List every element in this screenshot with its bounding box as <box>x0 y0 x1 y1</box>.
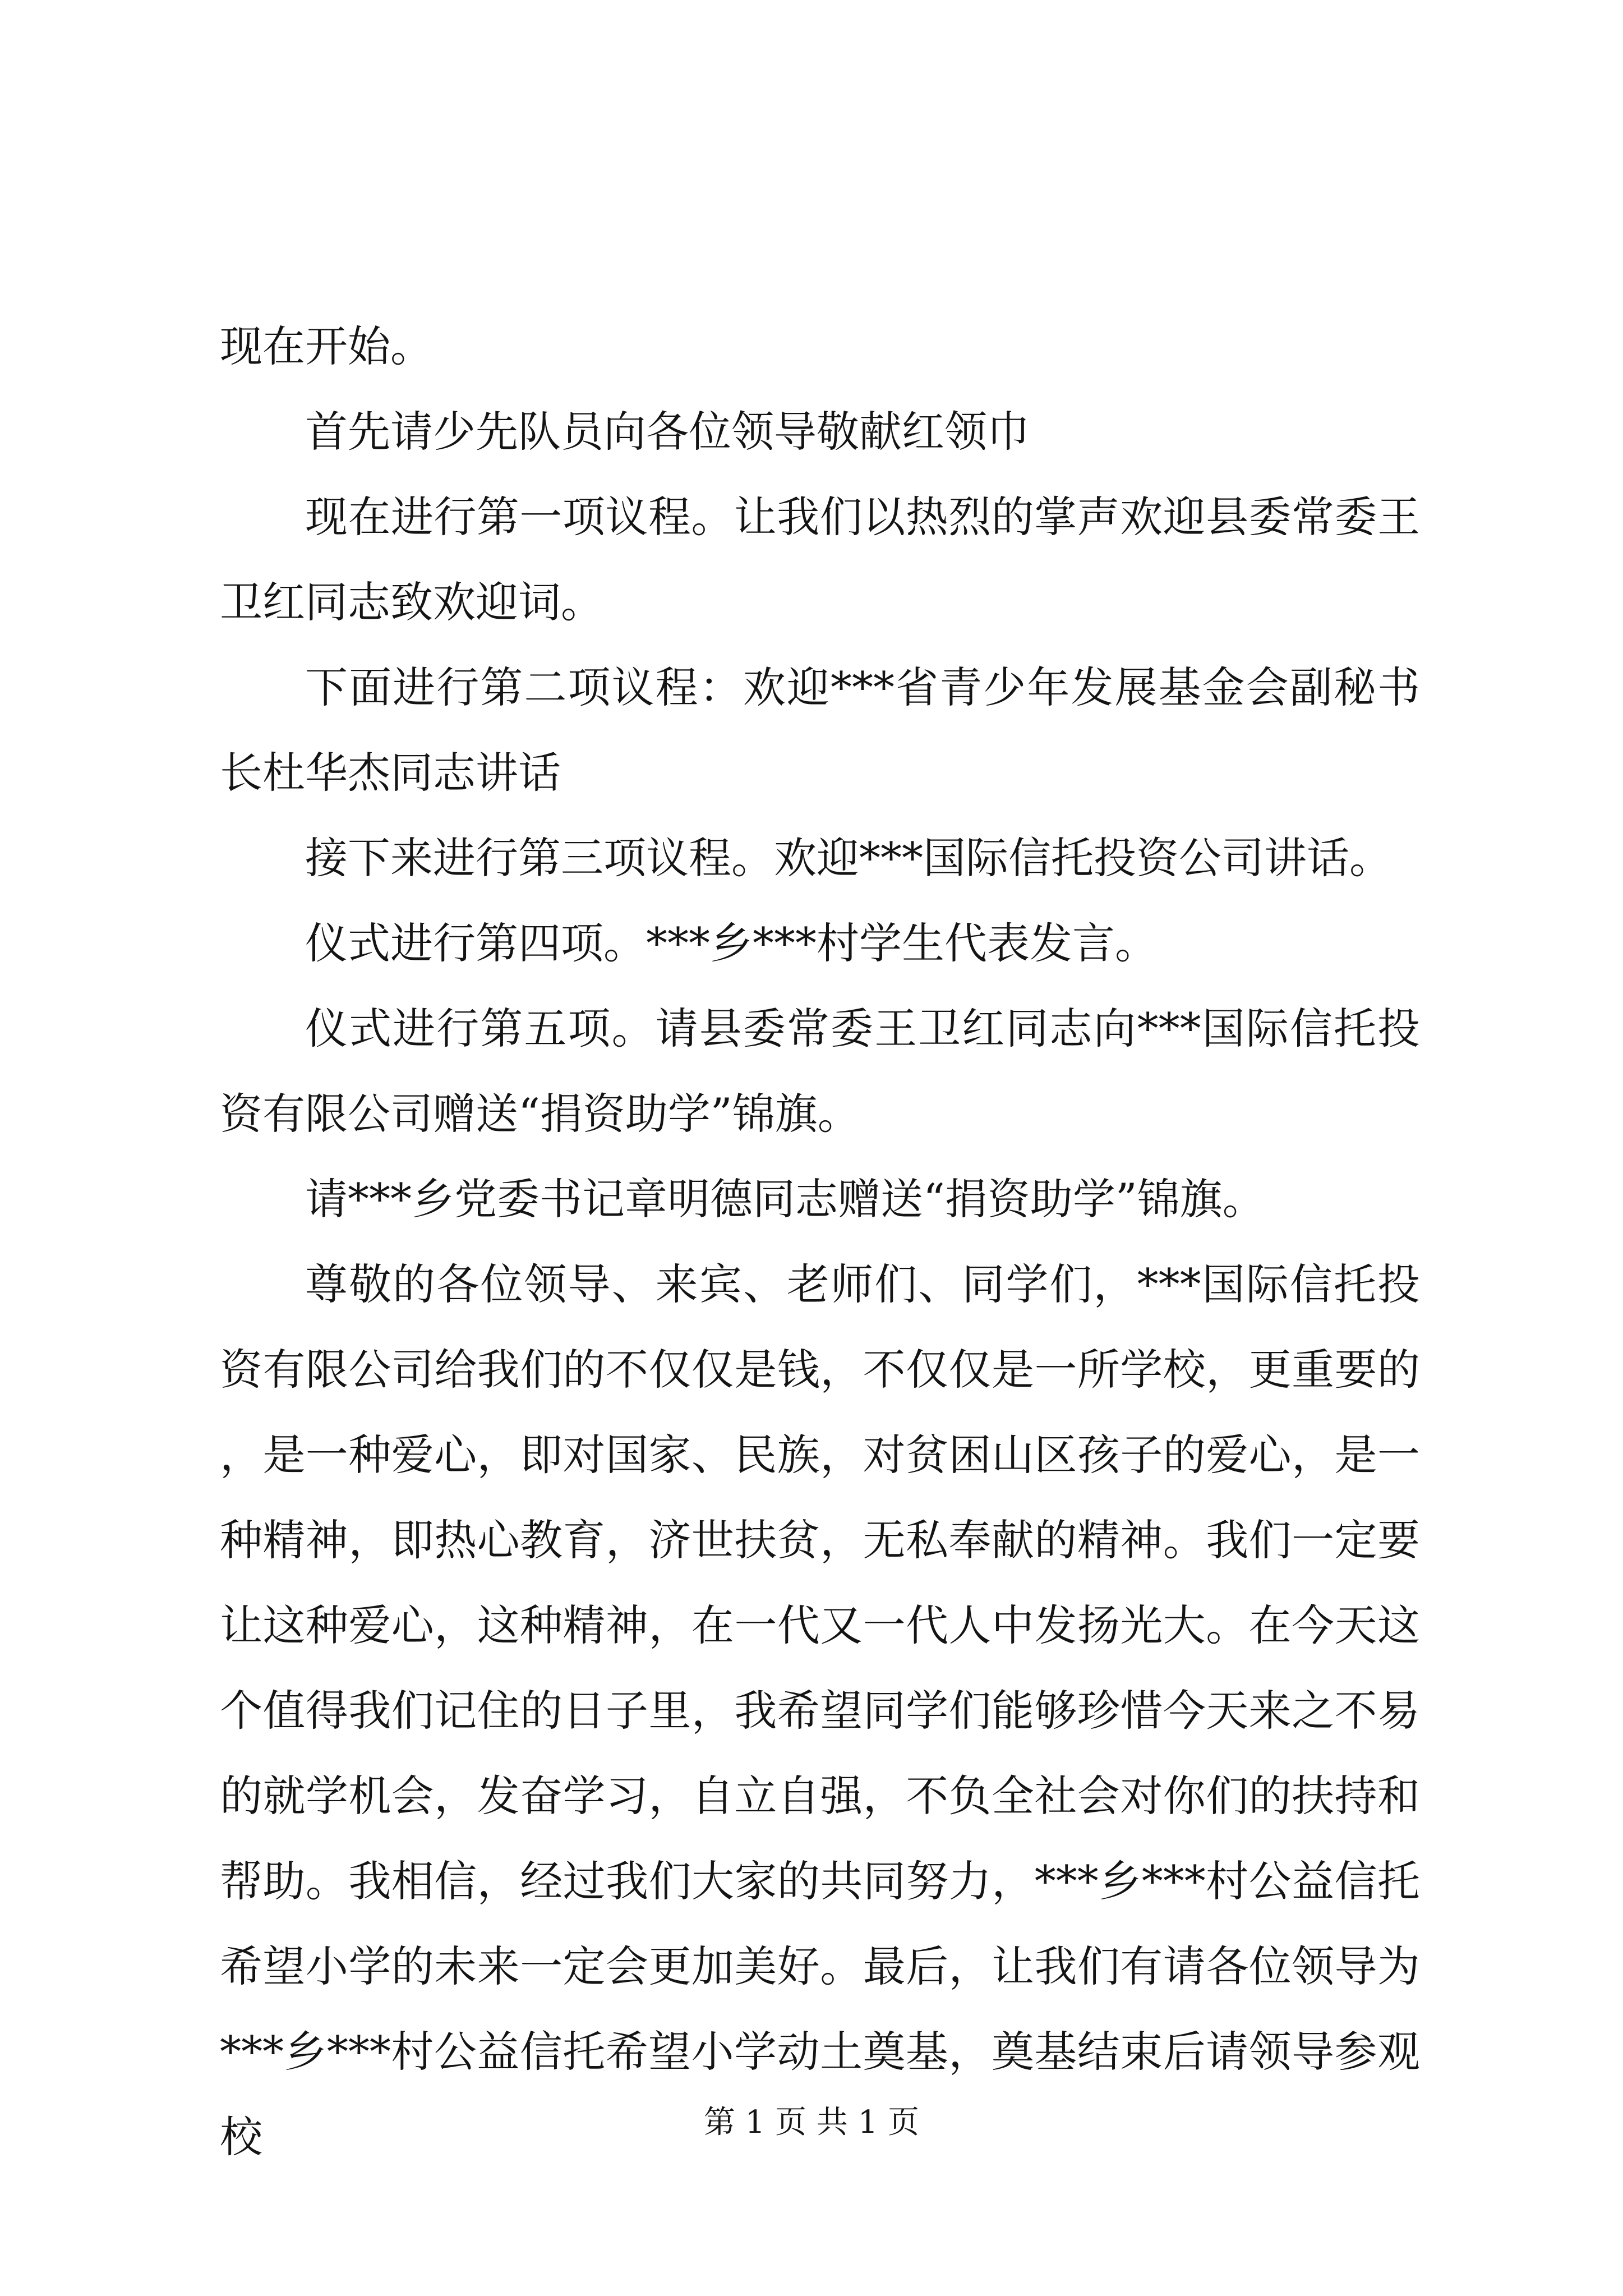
paragraph-closing-speech: 尊敬的各位领导、来宾、老师们、同学们，***国际信托投资有限公司给我们的不仅仅是钱，不仅仅是一所学校，更重要的，是一种爱心，即对国家、民族，对贫困山区孩子的爱心，是一种精神，即热心教育，济世扶贫，无私奉献的精神。我们一定要让这种爱心，这种精神，在一代又一代人中发扬光大。在今天这个值得我们记住的日子里，我希望同学们能够珍惜今天来之不易的就学机会，发奋学习，自立自强，不负全社会对你们的扶持和帮助。我相信，经过我们大家的共同努力，***乡***村公益信托希望小学的未来一定会更加美好。最后，让我们有请各位领导为***乡***村公益信托希望小学动土奠基，奠基结束后请领导参观校 <box>220 1259 1420 2162</box>
paragraph-continuation: 现在开始。 <box>220 321 433 371</box>
paragraph-agenda-3: 接下来进行第三项议程。欢迎***国际信托投资公司讲话。 <box>305 833 1392 883</box>
document-body <box>220 304 1420 2180</box>
paragraph-red-scarf: 首先请少先队员向各位领导敬献红领巾 <box>305 407 1030 457</box>
paragraph-banner: 请***乡党委书记章明德同志赠送“捐资助学”锦旗。 <box>305 1174 1265 1224</box>
page-footer: 第 1 页 共 1 页 <box>703 2104 920 2141</box>
paragraph-agenda-2: 下面进行第二项议程：欢迎***省青少年发展基金会副秘书长杜华杰同志讲话 <box>220 662 1420 798</box>
paragraph-agenda-5: 仪式进行第五项。请县委常委王卫红同志向***国际信托投资有限公司赠送“捐资助学”锦旗。 <box>220 1004 1420 1139</box>
paragraph-agenda-1: 现在进行第一项议程。让我们以热烈的掌声欢迎县委常委王卫红同志致欢迎词。 <box>220 492 1420 627</box>
paragraph-agenda-4: 仪式进行第四项。***乡***村学生代表发言。 <box>305 918 1158 968</box>
